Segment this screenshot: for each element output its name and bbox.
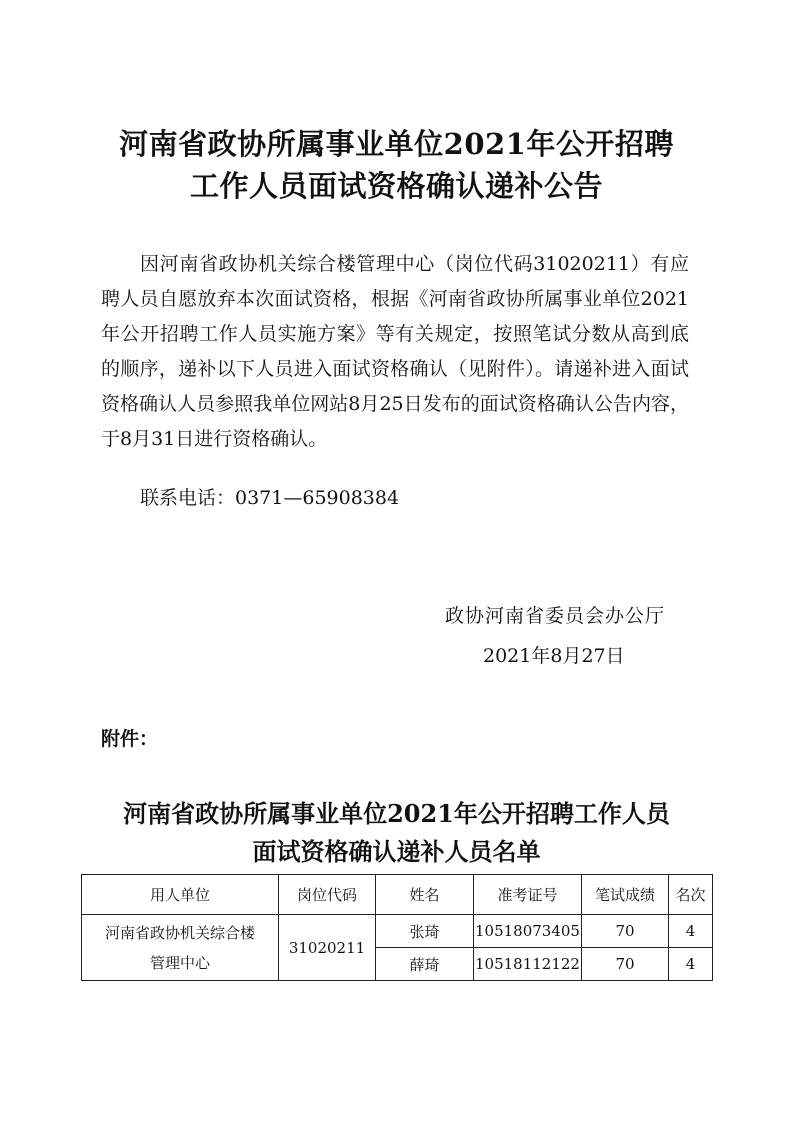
candidate-rank: 4 [669, 915, 713, 948]
header-position-code: 岗位代码 [279, 875, 376, 915]
signature-organization: 政协河南省委员会办公厅 [445, 605, 666, 627]
document-title-line1: 河南省政协所属事业单位2021年公开招聘 [119, 127, 674, 161]
candidate-name: 薛琦 [376, 948, 474, 981]
header-exam-number: 准考证号 [474, 875, 582, 915]
candidate-written-score: 70 [582, 915, 669, 948]
header-unit: 用人单位 [82, 875, 279, 915]
unit-name-line2: 管理中心 [149, 953, 210, 972]
attachment-label: 附件： [101, 728, 159, 750]
candidate-name: 张琦 [376, 915, 474, 948]
header-name: 姓名 [376, 875, 474, 915]
unit-cell [82, 915, 279, 981]
position-code-cell: 31020211 [279, 915, 376, 981]
header-rank: 名次 [669, 875, 713, 915]
table-title-line1: 河南省政协所属事业单位2021年公开招聘工作人员 [123, 799, 670, 828]
document-title-line2: 工作人员面试资格确认递补公告 [189, 169, 603, 203]
header-written-score: 笔试成绩 [582, 875, 669, 915]
table-row [82, 915, 713, 948]
candidate-exam-number: 10518073405 [474, 915, 582, 948]
unit-name-line1: 河南省政协机关综合楼 [104, 923, 255, 942]
candidate-written-score: 70 [582, 948, 669, 981]
candidate-roster-table [81, 874, 713, 981]
contact-phone: 联系电话：0371—65908384 [140, 487, 400, 509]
signature-date: 2021年8月27日 [483, 645, 625, 667]
candidate-exam-number: 10518112122 [474, 948, 582, 981]
table-title-line2: 面试资格确认递补人员名单 [252, 837, 541, 866]
table-header-row [82, 875, 713, 915]
body-paragraph: 因河南省政协机关综合楼管理中心（岗位代码31020211）有应聘人员自愿放弃本次面试资格，根据《河南省政协所属事业单位2021年公开招聘工作人员实施方案》等有关规定，按照笔试分数从高到底的顺序，递补以下人员进入面试资格确认（见附件）。请递补进入面试资格确认人员参照我单位网站8月25日发布的面试资格确认公告内容，于8月31日进行资格确认。 [101, 253, 689, 450]
candidate-rank: 4 [669, 948, 713, 981]
